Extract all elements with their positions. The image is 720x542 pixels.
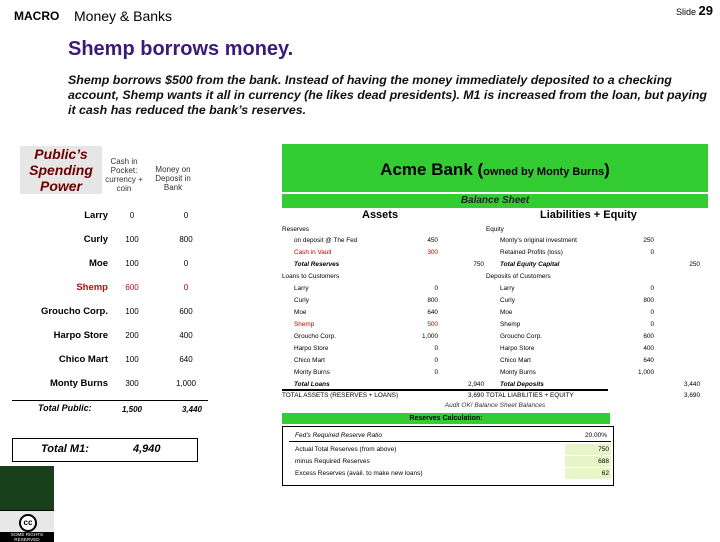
license-badge[interactable]: [0, 510, 54, 541]
loans-label: Loans to Customers: [282, 273, 340, 280]
table-row: Moe 0: [500, 309, 654, 316]
table-row-highlight: [282, 247, 442, 259]
table-row: Excess Reserves (avail. to make new loans) 62: [295, 470, 609, 477]
bank-name: [282, 160, 708, 180]
total-assets-value: 3,690: [468, 392, 484, 399]
row-deposit: 0: [183, 259, 189, 268]
table-row: Retained Profits (loss) 0: [500, 249, 654, 256]
table-row: Monty’s original investment 250: [500, 237, 654, 244]
slide-number-value: 29: [698, 3, 713, 18]
row-deposit: 0: [183, 211, 189, 220]
row-cash: 100: [125, 307, 139, 316]
total-liabilities-label: TOTAL LIABILITIES + EQUITY: [486, 392, 574, 399]
table-row: [12, 258, 208, 282]
table-row: Harpo Store 0: [294, 345, 438, 352]
assets-heading: Assets: [362, 209, 399, 221]
row-name: Groucho Corp.: [40, 306, 108, 317]
bank-name-close: ): [604, 160, 610, 179]
total-equity-label: Total Equity Capital: [500, 261, 560, 268]
row-cash: 100: [125, 355, 139, 364]
row-name: Larry: [84, 210, 108, 221]
total-public-row: [12, 400, 208, 419]
total-public-deposit: 3,440: [181, 405, 203, 414]
slide-description: Shemp borrows $500 from the bank. Instead of having the money immediately deposited to a checking account, Shemp wants it all in currency (he likes dead presidents). M1 is increased from the loan, but paying it cash has reduced the bank’s reserves.: [68, 73, 707, 117]
total-liabilities-value: 3,690: [684, 392, 700, 399]
table-row: Curly 800: [500, 297, 654, 304]
liabilities-heading: Liabilities + Equity: [540, 209, 637, 221]
row-name: Chico Mart: [58, 354, 108, 365]
row-deposit: 1,000: [175, 379, 197, 388]
table-row: Monty Burns 1,000: [500, 369, 654, 376]
row-deposit: 400: [179, 331, 193, 340]
total-loans-value: 2,940: [468, 381, 484, 388]
col-deposit-header: Money on Deposit in Bank: [155, 165, 191, 192]
total-assets-label: TOTAL ASSETS (RESERVES + LOANS): [282, 392, 399, 399]
table-row: Monty Burns 0: [294, 369, 438, 376]
row-name: Curly: [83, 234, 108, 245]
table-row: [12, 234, 208, 258]
total-assets-row: [282, 390, 488, 402]
creative-commons-icon: cc: [19, 514, 37, 532]
row-cash: 600: [125, 283, 139, 292]
table-row: [12, 378, 208, 402]
row-deposit: 800: [179, 235, 193, 244]
total-equity-row: [486, 259, 704, 271]
table-row: minus Required Reserves 688: [295, 458, 609, 465]
public-table: [12, 210, 208, 402]
total-reserves-row: [282, 259, 488, 271]
table-row: Groucho Corp. 1,000: [294, 333, 438, 340]
table-row-highlight: [12, 282, 208, 306]
row-cash: 200: [125, 331, 139, 340]
total-public-cash: 1,500: [121, 405, 143, 414]
topic-label: Money & Banks: [74, 8, 173, 24]
total-m1-value: 4,940: [133, 443, 161, 455]
row-deposit: 0: [183, 283, 189, 292]
table-row: [12, 210, 208, 234]
row-deposit: 600: [179, 307, 193, 316]
row-cash: 300: [125, 379, 139, 388]
public-heading: Public’s Spending Power: [20, 146, 102, 194]
row-cash: 100: [125, 259, 139, 268]
row-deposit: 640: [179, 355, 193, 364]
slide-label: Slide: [676, 7, 697, 17]
equity-label: Equity: [486, 226, 504, 233]
license-text: SOME RIGHTS RESERVED: [0, 532, 54, 542]
table-row: Larry 0: [500, 285, 654, 292]
total-m1-label: Total M1:: [41, 443, 89, 455]
table-row: [12, 306, 208, 330]
reserves-calc-box: [282, 426, 614, 486]
total-public-label: Total Public:: [38, 403, 92, 413]
slide-title: Shemp borrows money.: [68, 38, 294, 60]
total-deposits-label: Total Deposits: [500, 381, 544, 388]
course-label: MACRO: [14, 9, 60, 23]
table-row: Larry 0: [294, 285, 438, 292]
row-name: Moe: [89, 258, 108, 269]
reserves-label: Reserves: [282, 226, 309, 233]
total-deposits-value: 3,440: [684, 381, 700, 388]
table-row: Fed’s Required Reserve Ratio 20.00%: [289, 430, 611, 442]
bank-name-text: Acme Bank (: [380, 160, 484, 179]
row-name: Monty Burns: [49, 378, 108, 389]
table-row: [12, 330, 208, 354]
reserves-calc-title: Reserves Calculation:: [409, 415, 483, 422]
table-row: Chico Mart 0: [294, 357, 438, 364]
total-reserves-value: 750: [473, 261, 484, 268]
row-name: Harpo Store: [53, 330, 108, 341]
table-row: Shemp 0: [500, 321, 654, 328]
row-cash: 100: [125, 235, 139, 244]
asset-label: Cash in Vault: [294, 249, 332, 256]
table-row: Actual Total Reserves (from above) 750: [295, 446, 609, 453]
asset-value: 300: [427, 249, 438, 256]
asset-value: 450: [427, 237, 438, 244]
table-row: Harpo Store 400: [500, 345, 654, 352]
total-m1-box: [12, 438, 198, 462]
table-row: Groucho Corp. 600: [500, 333, 654, 340]
deposits-label: Deposits of Customers: [486, 273, 551, 280]
slide-number: [676, 3, 713, 18]
balance-sheet-title: Balance Sheet: [460, 195, 530, 206]
table-row: [12, 354, 208, 378]
col-cash-header: Cash in Pocket: currency + coin: [105, 157, 143, 193]
row-name: Shemp: [76, 282, 108, 293]
bank-owner: owned by Monty Burns: [483, 166, 605, 178]
table-row: Curly 800: [294, 297, 438, 304]
asset-label: on deposit @ The Fed: [294, 237, 358, 244]
total-loans-label: Total Loans: [294, 381, 330, 388]
table-row-highlight: Shemp 500: [294, 321, 438, 328]
total-reserves-label: Total Reserves: [294, 261, 340, 268]
total-liabilities-row: [486, 390, 704, 402]
total-equity-value: 250: [689, 261, 700, 268]
audit-note: Audit OK! Balance Sheet Balances: [444, 402, 546, 409]
table-row: Moe 640: [294, 309, 438, 316]
table-row: Chico Mart 640: [500, 357, 654, 364]
table-row: [282, 235, 442, 247]
row-cash: 0: [129, 211, 135, 220]
